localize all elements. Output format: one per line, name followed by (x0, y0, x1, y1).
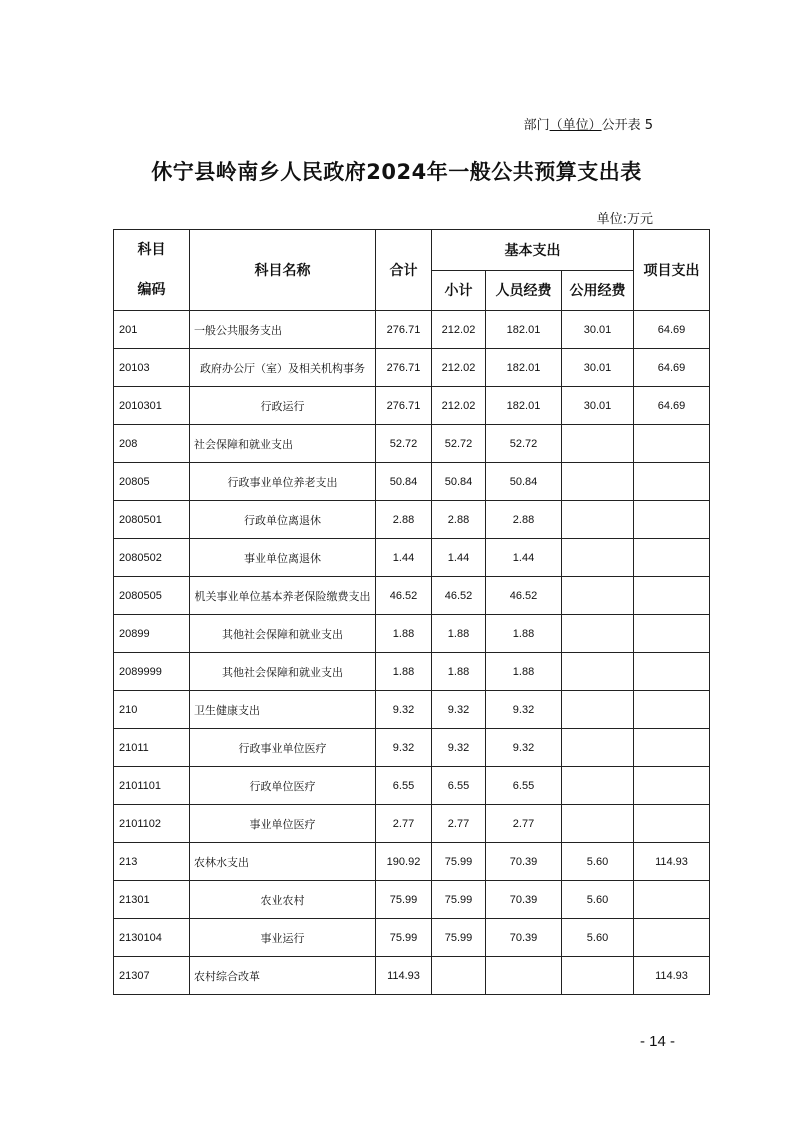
row-project (634, 463, 710, 501)
table-row (114, 425, 710, 463)
row-total: 9.32 (376, 691, 432, 729)
row-subtotal: 212.02 (432, 349, 486, 387)
row-subtotal: 46.52 (432, 577, 486, 615)
row-code: 2080502 (114, 539, 190, 577)
row-personnel: 2.88 (486, 501, 562, 539)
row-subtotal: 75.99 (432, 919, 486, 957)
row-name: 机关事业单位基本养老保险缴费支出 (190, 577, 376, 615)
row-name: 行政事业单位养老支出 (190, 463, 376, 501)
row-total: 75.99 (376, 919, 432, 957)
row-personnel: 70.39 (486, 919, 562, 957)
row-total: 1.88 (376, 615, 432, 653)
row-project (634, 729, 710, 767)
row-subtotal: 2.77 (432, 805, 486, 843)
row-total: 9.32 (376, 729, 432, 767)
row-name: 政府办公厅（室）及相关机构事务 (190, 349, 376, 387)
row-subtotal: 9.32 (432, 691, 486, 729)
row-public: 5.60 (562, 919, 634, 957)
row-personnel: 182.01 (486, 311, 562, 349)
row-total: 52.72 (376, 425, 432, 463)
row-code: 20805 (114, 463, 190, 501)
row-public (562, 691, 634, 729)
row-subtotal: 9.32 (432, 729, 486, 767)
row-personnel (486, 957, 562, 995)
row-public (562, 577, 634, 615)
table-row (114, 577, 710, 615)
row-name: 行政运行 (190, 387, 376, 425)
row-total: 276.71 (376, 311, 432, 349)
row-code: 20899 (114, 615, 190, 653)
row-public: 30.01 (562, 387, 634, 425)
table-row (114, 691, 710, 729)
row-subtotal: 50.84 (432, 463, 486, 501)
row-personnel: 46.52 (486, 577, 562, 615)
table-row (114, 843, 710, 881)
row-code: 2080505 (114, 577, 190, 615)
row-personnel: 1.88 (486, 615, 562, 653)
header-personnel: 人员经费 (486, 270, 562, 311)
table-label-unit: （单位） (549, 118, 602, 133)
budget-table (113, 229, 710, 995)
table-row (114, 501, 710, 539)
table-row (114, 729, 710, 767)
row-code: 2130104 (114, 919, 190, 957)
row-project: 114.93 (634, 843, 710, 881)
row-code: 21301 (114, 881, 190, 919)
row-personnel: 70.39 (486, 843, 562, 881)
row-total: 1.44 (376, 539, 432, 577)
row-subtotal: 52.72 (432, 425, 486, 463)
row-name: 社会保障和就业支出 (190, 425, 376, 463)
header-name: 科目名称 (190, 230, 376, 311)
row-subtotal: 1.88 (432, 615, 486, 653)
header-subtotal: 小计 (432, 270, 486, 311)
row-public (562, 463, 634, 501)
row-personnel: 6.55 (486, 767, 562, 805)
table-body (114, 311, 710, 995)
row-project: 114.93 (634, 957, 710, 995)
row-total: 2.77 (376, 805, 432, 843)
row-project: 64.69 (634, 387, 710, 425)
table-row (114, 805, 710, 843)
row-code: 210 (114, 691, 190, 729)
row-public (562, 539, 634, 577)
row-total: 114.93 (376, 957, 432, 995)
row-name: 农村综合改革 (190, 957, 376, 995)
row-personnel: 9.32 (486, 729, 562, 767)
row-public (562, 767, 634, 805)
row-subtotal: 1.44 (432, 539, 486, 577)
row-project (634, 881, 710, 919)
row-total: 276.71 (376, 349, 432, 387)
row-project: 64.69 (634, 311, 710, 349)
row-total: 2.88 (376, 501, 432, 539)
row-public: 30.01 (562, 311, 634, 349)
row-name: 事业运行 (190, 919, 376, 957)
row-public: 5.60 (562, 843, 634, 881)
unit-label: 单位:万元 (596, 212, 653, 227)
row-public (562, 425, 634, 463)
row-total: 1.88 (376, 653, 432, 691)
row-code: 2089999 (114, 653, 190, 691)
header-code-bottom: 编码 (137, 282, 166, 298)
row-code: 2101101 (114, 767, 190, 805)
row-code: 2080501 (114, 501, 190, 539)
table-row (114, 767, 710, 805)
row-project (634, 919, 710, 957)
row-personnel: 1.44 (486, 539, 562, 577)
row-personnel: 1.88 (486, 653, 562, 691)
row-personnel: 50.84 (486, 463, 562, 501)
row-project (634, 767, 710, 805)
document-title: 休宁县岭南乡人民政府2024年一般公共预算支出表 (151, 160, 642, 184)
row-personnel: 70.39 (486, 881, 562, 919)
table-row (114, 349, 710, 387)
row-subtotal: 2.88 (432, 501, 486, 539)
row-personnel: 52.72 (486, 425, 562, 463)
row-subtotal: 6.55 (432, 767, 486, 805)
row-personnel: 9.32 (486, 691, 562, 729)
row-total: 276.71 (376, 387, 432, 425)
table-label (524, 114, 653, 133)
table-row (114, 463, 710, 501)
row-project (634, 539, 710, 577)
row-total: 6.55 (376, 767, 432, 805)
table-header-row-1 (114, 230, 710, 271)
table-row (114, 387, 710, 425)
table-row (114, 311, 710, 349)
row-subtotal: 212.02 (432, 387, 486, 425)
row-name: 卫生健康支出 (190, 691, 376, 729)
row-name: 其他社会保障和就业支出 (190, 615, 376, 653)
row-subtotal: 75.99 (432, 843, 486, 881)
row-code: 20103 (114, 349, 190, 387)
table-row (114, 615, 710, 653)
row-name: 行政事业单位医疗 (190, 729, 376, 767)
row-name: 行政单位离退休 (190, 501, 376, 539)
row-subtotal: 75.99 (432, 881, 486, 919)
row-code: 201 (114, 311, 190, 349)
table-label-suffix: 公开表 5 (601, 118, 653, 133)
row-project (634, 501, 710, 539)
row-personnel: 2.77 (486, 805, 562, 843)
row-project (634, 653, 710, 691)
table-row (114, 881, 710, 919)
row-project (634, 805, 710, 843)
row-project: 64.69 (634, 349, 710, 387)
row-subtotal: 1.88 (432, 653, 486, 691)
row-code: 2101102 (114, 805, 190, 843)
row-public (562, 957, 634, 995)
row-total: 75.99 (376, 881, 432, 919)
header-total: 合计 (376, 230, 432, 311)
row-subtotal (432, 957, 486, 995)
row-code: 208 (114, 425, 190, 463)
row-name: 事业单位医疗 (190, 805, 376, 843)
table-row (114, 653, 710, 691)
row-total: 190.92 (376, 843, 432, 881)
row-code: 21307 (114, 957, 190, 995)
row-name: 一般公共服务支出 (190, 311, 376, 349)
row-code: 2010301 (114, 387, 190, 425)
row-public (562, 653, 634, 691)
row-personnel: 182.01 (486, 349, 562, 387)
header-project: 项目支出 (634, 230, 710, 311)
row-code: 21011 (114, 729, 190, 767)
row-public (562, 501, 634, 539)
header-code-top: 科目 (137, 242, 166, 258)
row-total: 50.84 (376, 463, 432, 501)
page-number: - 14 - (639, 1033, 675, 1050)
row-code: 213 (114, 843, 190, 881)
table-row (114, 957, 710, 995)
row-name: 农林水支出 (190, 843, 376, 881)
table-row (114, 919, 710, 957)
table-label-prefix: 部门 (523, 118, 550, 133)
row-name: 其他社会保障和就业支出 (190, 653, 376, 691)
table-row (114, 539, 710, 577)
row-project (634, 615, 710, 653)
row-project (634, 691, 710, 729)
row-public (562, 729, 634, 767)
row-subtotal: 212.02 (432, 311, 486, 349)
row-name: 行政单位医疗 (190, 767, 376, 805)
row-personnel: 182.01 (486, 387, 562, 425)
header-code (114, 230, 190, 311)
row-public (562, 615, 634, 653)
row-project (634, 577, 710, 615)
header-basic: 基本支出 (432, 230, 634, 271)
row-total: 46.52 (376, 577, 432, 615)
row-name: 事业单位离退休 (190, 539, 376, 577)
header-public: 公用经费 (562, 270, 634, 311)
row-name: 农业农村 (190, 881, 376, 919)
row-project (634, 425, 710, 463)
row-public: 30.01 (562, 349, 634, 387)
row-public: 5.60 (562, 881, 634, 919)
row-public (562, 805, 634, 843)
